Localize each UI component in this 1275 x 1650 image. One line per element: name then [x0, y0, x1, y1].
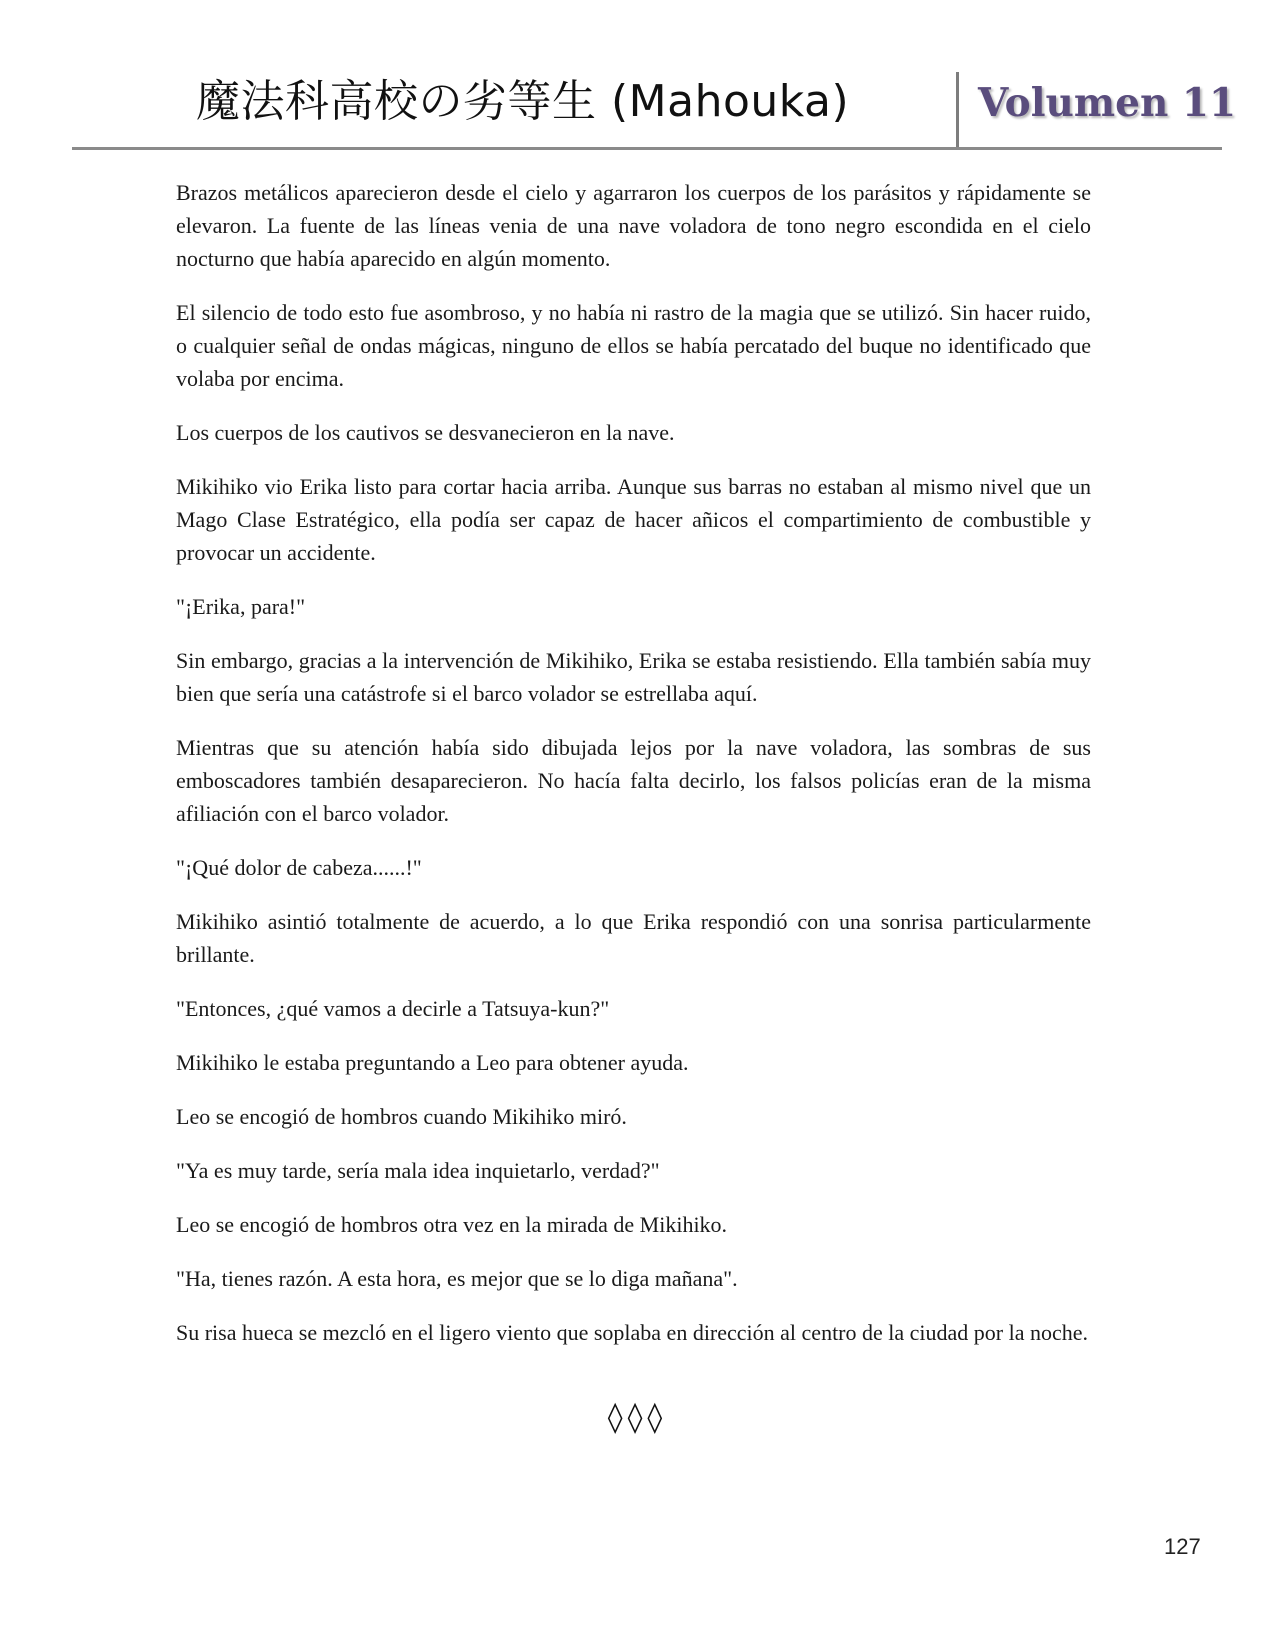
paragraph: Leo se encogió de hombros cuando Mikihiko miró. [176, 1104, 627, 1129]
paragraph: "Entonces, ¿qué vamos a decirle a Tatsuya-kun?" [176, 996, 610, 1021]
body-text [176, 176, 1091, 1370]
paragraph: Mikihiko le estaba preguntando a Leo para obtener ayuda. [176, 1050, 689, 1075]
paragraph: "Ha, tienes razón. A esta hora, es mejor que se lo diga mañana". [176, 1266, 738, 1291]
paragraph: "¡Qué dolor de cabeza......!" [176, 855, 422, 880]
paragraph: Mikihiko vio Erika listo para cortar hacia arriba. Aunque sus barras no estaban al mismo nivel que un Mago Clase Estratégico, ella podía ser capaz de hacer añicos el compartimiento de combustible y provocar un accidente. [176, 474, 1091, 565]
paragraph: Brazos metálicos aparecieron desde el cielo y agarraron los cuerpos de los parásitos y rápidamente se elevaron. La fuente de las líneas venia de una nave voladora de tono negro escondida en el cielo nocturno que había aparecido en algún momento. [176, 180, 1091, 271]
page-number: 127 [1164, 1534, 1201, 1559]
page-header [72, 70, 1237, 150]
paragraph: Su risa hueca se mezcló en el ligero viento que soplaba en dirección al centro de la ciudad por la noche. [176, 1320, 1089, 1345]
header-rule [72, 147, 1222, 150]
series-title: 魔法科高校の劣等生 (Mahouka) [196, 76, 850, 127]
paragraph: Los cuerpos de los cautivos se desvanecieron en la nave. [176, 420, 675, 445]
scene-break-diamonds: ◊◊◊ [607, 1400, 668, 1435]
paragraph: "Ya es muy tarde, sería mala idea inquietarlo, verdad?" [176, 1158, 660, 1183]
paragraph: Sin embargo, gracias a la intervención de Mikihiko, Erika se estaba resistiendo. Ella también sabía muy bien que sería una catástrofe si el barco volador se estrellaba aquí. [176, 648, 1091, 706]
paragraph: "¡Erika, para!" [176, 594, 306, 619]
paragraph: El silencio de todo esto fue asombroso, y no había ni rastro de la magia que se utilizó. Sin hacer ruido, o cualquier señal de ondas mágicas, ninguno de ellos se había percatado del buque no identificado que volaba por encima. [176, 300, 1091, 391]
paragraph: Leo se encogió de hombros otra vez en la mirada de Mikihiko. [176, 1212, 728, 1237]
volume-label: Volumen 11 [978, 80, 1237, 126]
header-vertical-divider [956, 72, 959, 148]
paragraph: Mientras que su atención había sido dibujada lejos por la nave voladora, las sombras de sus emboscadores también desaparecieron. No hacía falta decirlo, los falsos policías eran de la misma afiliación con el barco volador. [176, 735, 1091, 826]
paragraph: Mikihiko asintió totalmente de acuerdo, a lo que Erika respondió con una sonrisa particularmente brillante. [176, 909, 1091, 967]
